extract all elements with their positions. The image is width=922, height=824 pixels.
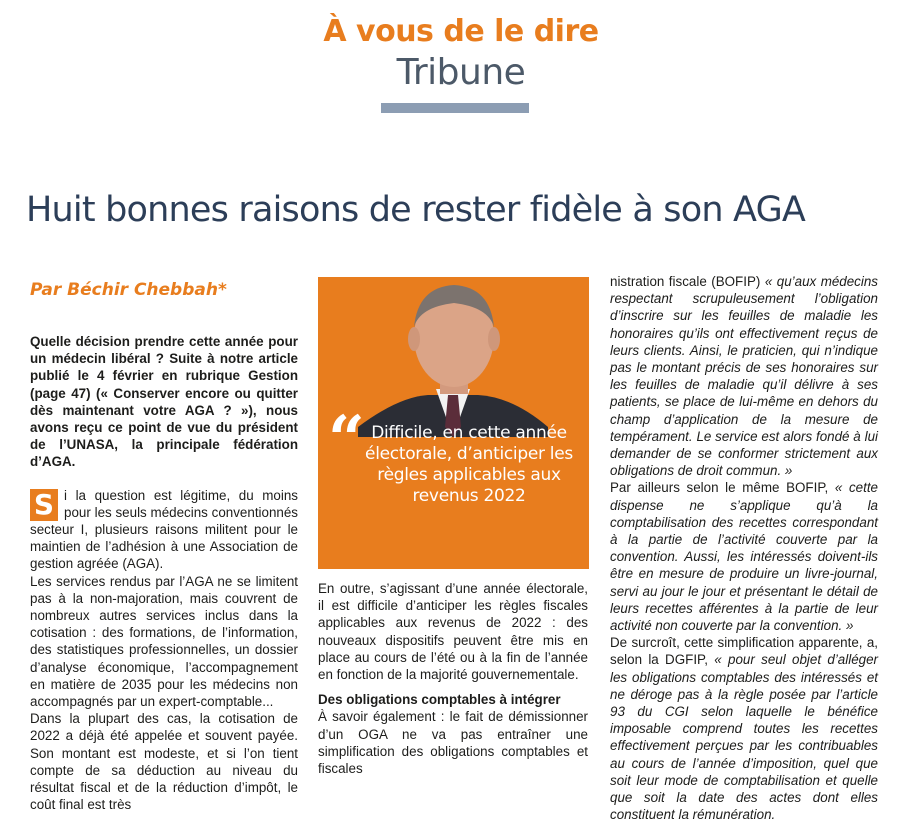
- section-kicker: À vous de le dire: [323, 14, 599, 49]
- citation-text: « pour seul objet d’alléger les obligations comptables des intéressés et ne déroge pas à la règle posée par l’article 93 du CGI selon laquelle le bénéfice imposable comprend toutes les recettes effectivement perçues par les contribuables au cours de l’année d’imposition, quel que soit leur mode de comptabilisation et quelle que soit la date des actes dont elles constituent la rémunération.: [610, 652, 878, 823]
- paragraph: [610, 479, 878, 634]
- paragraph: Dans la plupart des cas, la cotisation de 2022 a déjà été appelée et souvent payée. Son montant est modeste, et si l’on tient compte de sa déduction au niveau du résultat fiscal et de la réduction d’impôt, le coût final est très: [30, 711, 298, 813]
- paragraph-text: nistration fiscale (BOFIP): [610, 274, 765, 289]
- article-chapo: Quelle décision prendre cette année pour un médecin libéral ? Suite à notre article publié le 4 février en rubrique Gestion (page 47) (« Conserver encore ou quitter dès maintenant votre AGA ? »), nous avons reçu ce point de vue du président de l’UNASA, la principale fédération d’AGA.: [30, 334, 298, 470]
- paragraph: Les services rendus par l’AGA ne se limitent pas à la non-majoration, mais couvrent de nombreux autres services inclus dans la cotisation : des formations, de l’information, des statistiques professionnelles, un dossier d’analyse économique, l’accompagnement en matière de 2035 pour les médecins non accompagnés par un expert-comptable...: [30, 573, 298, 710]
- article-byline: Par Béchir Chebbah*: [30, 280, 227, 300]
- section-subhead: Des obligations comptables à intégrer: [318, 692, 561, 708]
- paragraph-text: De surcroît, cette simplification apparente, a, selon la DGFIP,: [610, 635, 878, 668]
- quote-mark-icon: “: [328, 402, 365, 477]
- paragraph-text: Par ailleurs selon le même BOFIP,: [610, 480, 835, 496]
- citation-text: « cette dispense ne s’applique qu’à la comptabilisation des recettes correspondant à la partie de l’activité couverte par la convention. Aussi, les intéressés doivent-ils être en mesure de produire un livre-journal, servi au jour le jour et présentant le détail de leurs recettes afférentes à la partie de leur activité non couverte par la convention. »: [610, 480, 879, 634]
- rubric-underline: [381, 103, 529, 113]
- column-3: [610, 273, 878, 824]
- paragraph: À savoir également : le fait de démissionner d’un OGA ne va pas entraîner une simplification des obligations comptables et fiscales: [318, 709, 588, 777]
- paragraph: [30, 487, 298, 573]
- column-2: [318, 580, 588, 777]
- paragraph: En outre, s’agissant d’une année électorale, il est difficile d’anticiper les règles fiscales applicables aux revenus de 2022 : des nouveaux dispositifs peuvent être mis en place au cours de l’été ou à la fin de l’année en fonction de la majorité gouvernementale.: [318, 581, 588, 683]
- section-rubric: Tribune: [396, 52, 526, 93]
- citation-text: « qu’aux médecins respectant scrupuleusement l’obligation d’inscrire sur les feuilles de maladie les honoraires qu’ils ont effectivement reçus de leurs clients. Ainsi, le praticien, qui n’indique pas le montant précis de ses honoraires sur les feuilles de maladie qu’il délivre à ses patients, se place de lui-même en dehors du champ d’application de la mesure de tempérament. Le service est alors fondé à lui demander de se conformer strictement aux obligations de droit commun. »: [610, 274, 878, 479]
- article-headline: Huit bonnes raisons de rester fidèle à son AGA: [26, 190, 806, 230]
- paragraph: [610, 634, 878, 823]
- column-1: [30, 333, 298, 813]
- drop-cap: S: [30, 489, 58, 521]
- pull-quote: Difficile, en cette année électorale, d’anticiper les règles applicables aux revenus 2022: [365, 423, 573, 506]
- paragraph-text: i la question est légitime, du moins pour les seuls médecins conventionnés secteur I, plusieurs raisons militent pour le maintien de l’adhésion à une Association de gestion agréée (AGA).: [30, 487, 298, 572]
- paragraph: [610, 273, 878, 479]
- author-photo-box: [318, 277, 589, 569]
